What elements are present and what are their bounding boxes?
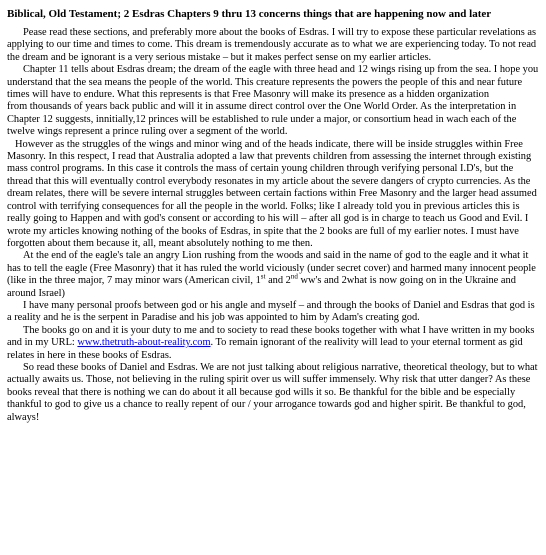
document-title: Biblical, Old Testament; 2 Esdras Chapters 9 thru 13 concerns things that are happening now and later (7, 8, 492, 20)
paragraph-duty-text-b: . To remain ignorant of the realivity will lead to your eternal torment as gid relates in here in these books of Esdras. (7, 337, 523, 361)
paragraph-duty-text-a: The books go on and it is your duty to me and to society to read these books together with what I have written in my books and in my URL: (7, 324, 535, 349)
paragraph-lion (7, 250, 540, 300)
paragraph-lion-text-c: ww's and 2what is now going on in the Ukraine and around Israel) (7, 275, 516, 299)
paragraph-duty (7, 325, 540, 362)
paragraph-lion-text-b: and 2 (265, 275, 291, 287)
paragraph-chapter-11: Chapter 11 tells about Esdras dream; the dream of the eagle with three head and 12 wings rising up from the sea. I hope you understand that the sea means the people of the world. This creature represents the powers the people of this and near future times will have to endure. What this represents is that Free Masonry will make its presence as a hidden organization (7, 64, 539, 101)
superscript-st: st (260, 272, 266, 281)
paragraph-proofs: I have many personal proofs between god or his angle and myself – and through the books of Daniel and Esdras that god is a reality and he is the serpent in Paradise and his job was appointed to him by Adam's creating god. (7, 299, 535, 324)
paragraph-lion-text-a: At the end of the eagle's tale an angry Lion rushing from the woods and said in the name of god to the eagle and it what it has to tell the eagle (Free Masonry) that it has ruled the world viciously (under secret cover) and harmed many innocent people (like in the three major, 7 may minor wars (American civil, 1 (7, 250, 536, 287)
paragraph-struggles: However as the struggles of the wings and minor wing and of the heads indicate, there will be inside struggles within Free Masonry. In this respect, I read that Australia adopted a law that prevents children from assessing the internet through existing mass control programs. In this case it controls the mass of certain young children through verifying personal I.D's, but the thread that this will eventually control everybody resonates in my article about the severe dangers of crypto currencies. As the dream relates, there will be severe internal struggles between certain factions within Free Masonry and the larger head assumed control with terrifying consequences for all the people in the world. Folks; like I already told you in previous articles this is really going to Happen and with god's consent or according to his will – after all god is in charge to teach us Good and Evil. I wrote my articles knowing nothing of the books of Esdras, in spite that the 2 books are full of my earlier notes. I must have forgotten about them because it, all, meant absolutely nothing to me then. (7, 138, 537, 249)
superscript-nd: nd (290, 272, 298, 281)
paragraph-intro: Pease read these sections, and preferably more about the books of Esdras. I will try to expose these particular revelations as applying to our time and times to come. This dream is tremendously accurate as to what we are experiencing today. To not read the dream and be ignorant is a very serious mistake – but it makes perfect sense on my earlier articles. (7, 27, 537, 63)
paragraph-conclusion: So read these books of Daniel and Esdras. We are not just talking about religious narrative, theoretical theology, but to what actually awaits us. Those, not believing in the ruling spirit over us will suffer immensely. Why risk that utter danger? As these books reveal that there is nothing we can do about it all because god wills it so. Be thankful for the bible and be especially thankful to god to give us a chance to really repent of our / your arrogance towards god and higher spirit. Be thankful to god, always! (7, 361, 538, 423)
paragraph-interpretation: from thousands of years back public and will it in assume direct control over the One World Order. As the interpretation in Chapter 12 suggests, innitially,12 princes will be established to rule under a major, or consortium head in wach each of the twelve wings represent a prince ruling over a segment of the world. (7, 101, 517, 138)
website-link[interactable]: www.thetruth-about-reality.com (77, 337, 211, 349)
